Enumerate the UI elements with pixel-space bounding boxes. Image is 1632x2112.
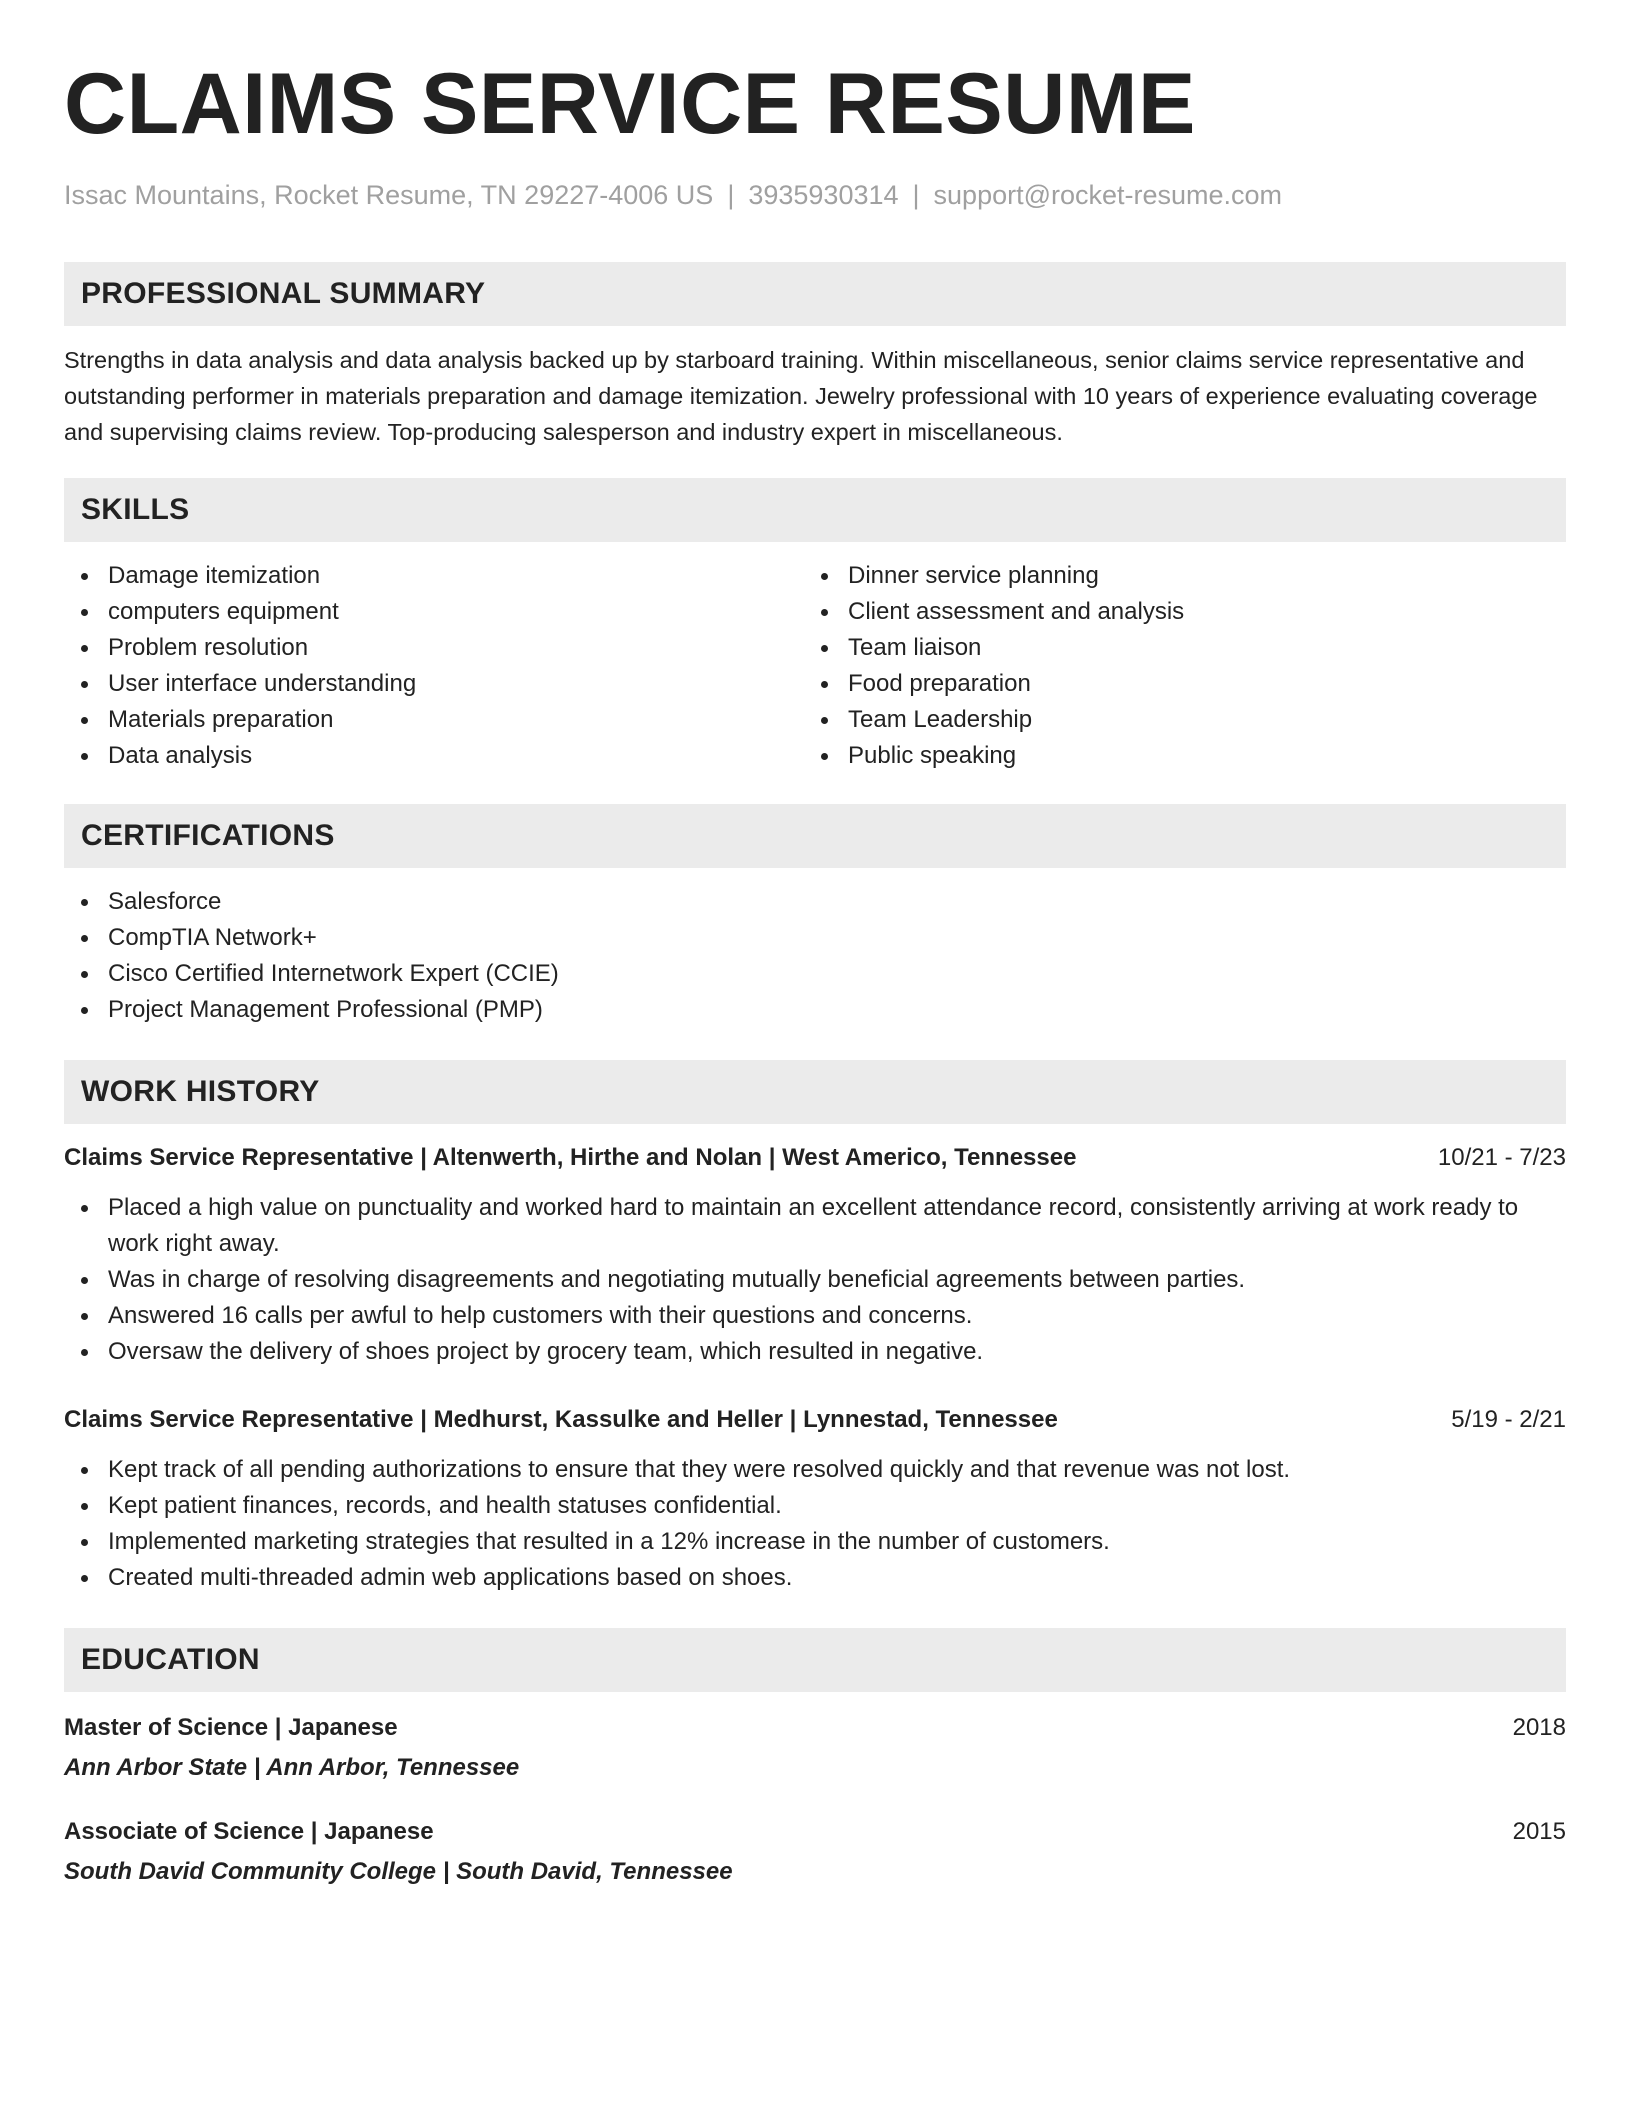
skill-item: Public speaking [804, 738, 1544, 774]
job-bullet: Implemented marketing strategies that resulted in a 12% increase in the number of customers. [64, 1524, 1566, 1560]
job-bullet: Was in charge of resolving disagreements and negotiating mutually beneficial agreements between parties. [64, 1262, 1566, 1298]
skill-item: Data analysis [64, 738, 804, 774]
certifications-list [64, 884, 1566, 1028]
job-bullet: Answered 16 calls per awful to help customers with their questions and concerns. [64, 1298, 1566, 1334]
skill-item: Team liaison [804, 630, 1544, 666]
job-bullet: Created multi-threaded admin web applications based on shoes. [64, 1560, 1566, 1596]
job-entry [64, 1404, 1566, 1596]
job-bullet: Kept patient finances, records, and health statuses confidential. [64, 1488, 1566, 1524]
education-header [64, 1816, 1566, 1848]
job-dates: 5/19 - 2/21 [1451, 1406, 1566, 1433]
contact-line [64, 178, 1566, 212]
certification-item: Project Management Professional (PMP) [64, 992, 1566, 1028]
contact-email: support@rocket-resume.com [933, 180, 1283, 210]
resume-page [64, 54, 1566, 1888]
job-title: Claims Service Representative | Medhurst, Kassulke and Heller | Lynnestad, Tennessee [64, 1406, 1058, 1433]
job-entry [64, 1142, 1566, 1370]
summary-text: Strengths in data analysis and data analysis backed up by starboard training. Within miscellaneous, senior claims service representative and outstanding performer in materials preparation and damage itemization. Jewelry professional with 10 years of experience evaluating coverage and supervising claims review. Top-producing salesperson and industry expert in miscellaneous. [64, 347, 1538, 445]
job-dates: 10/21 - 7/23 [1437, 1144, 1566, 1171]
education-degree: Master of Science | Japanese [64, 1714, 398, 1741]
education-year: 2018 [1512, 1714, 1566, 1741]
certification-item: CompTIA Network+ [64, 920, 1566, 956]
job-header [64, 1142, 1566, 1174]
work-history-heading: WORK HISTORY [64, 1060, 1566, 1124]
job-bullets [64, 1452, 1566, 1596]
education-entry [64, 1816, 1566, 1888]
contact-separator: | [727, 180, 735, 210]
summary-heading: PROFESSIONAL SUMMARY [64, 262, 1566, 326]
skill-item: Team Leadership [804, 702, 1544, 738]
certification-item: Cisco Certified Internetwork Expert (CCIE) [64, 956, 1566, 992]
job-title: Claims Service Representative | Altenwerth, Hirthe and Nolan | West Americo, Tennessee [64, 1144, 1077, 1171]
job-bullets [64, 1190, 1566, 1370]
education-year: 2015 [1512, 1818, 1566, 1845]
education-header [64, 1712, 1566, 1744]
skills-columns [64, 558, 1566, 774]
job-bullet: Placed a high value on punctuality and worked hard to maintain an excellent attendance record, consistently arriving at work ready to work right away. [64, 1190, 1566, 1262]
skill-item: computers equipment [64, 594, 804, 630]
skill-item: Dinner service planning [804, 558, 1544, 594]
skills-heading: SKILLS [64, 478, 1566, 542]
skill-item: Materials preparation [64, 702, 804, 738]
resume-title: CLAIMS SERVICE RESUME [64, 56, 1196, 152]
contact-separator: | [912, 180, 920, 210]
certifications-heading: CERTIFICATIONS [64, 804, 1566, 868]
job-bullet: Kept track of all pending authorizations to ensure that they were resolved quickly and that revenue was not lost. [64, 1452, 1566, 1488]
skill-item: Damage itemization [64, 558, 804, 594]
skills-list-left [64, 558, 804, 774]
job-header [64, 1404, 1566, 1436]
education-school: South David Community College | South David, Tennessee [64, 1858, 733, 1885]
skills-list-right [804, 558, 1544, 774]
education-heading: EDUCATION [64, 1628, 1566, 1692]
skill-item: Client assessment and analysis [804, 594, 1544, 630]
skill-item: Problem resolution [64, 630, 804, 666]
contact-phone: 3935930314 [748, 180, 899, 210]
education-degree: Associate of Science | Japanese [64, 1818, 434, 1845]
education-entry [64, 1712, 1566, 1784]
certification-item: Salesforce [64, 884, 1566, 920]
education-school: Ann Arbor State | Ann Arbor, Tennessee [64, 1754, 520, 1781]
contact-address: Issac Mountains, Rocket Resume, TN 29227-4006 US [64, 180, 714, 210]
skill-item: Food preparation [804, 666, 1544, 702]
skill-item: User interface understanding [64, 666, 804, 702]
job-bullet: Oversaw the delivery of shoes project by grocery team, which resulted in negative. [64, 1334, 1566, 1370]
